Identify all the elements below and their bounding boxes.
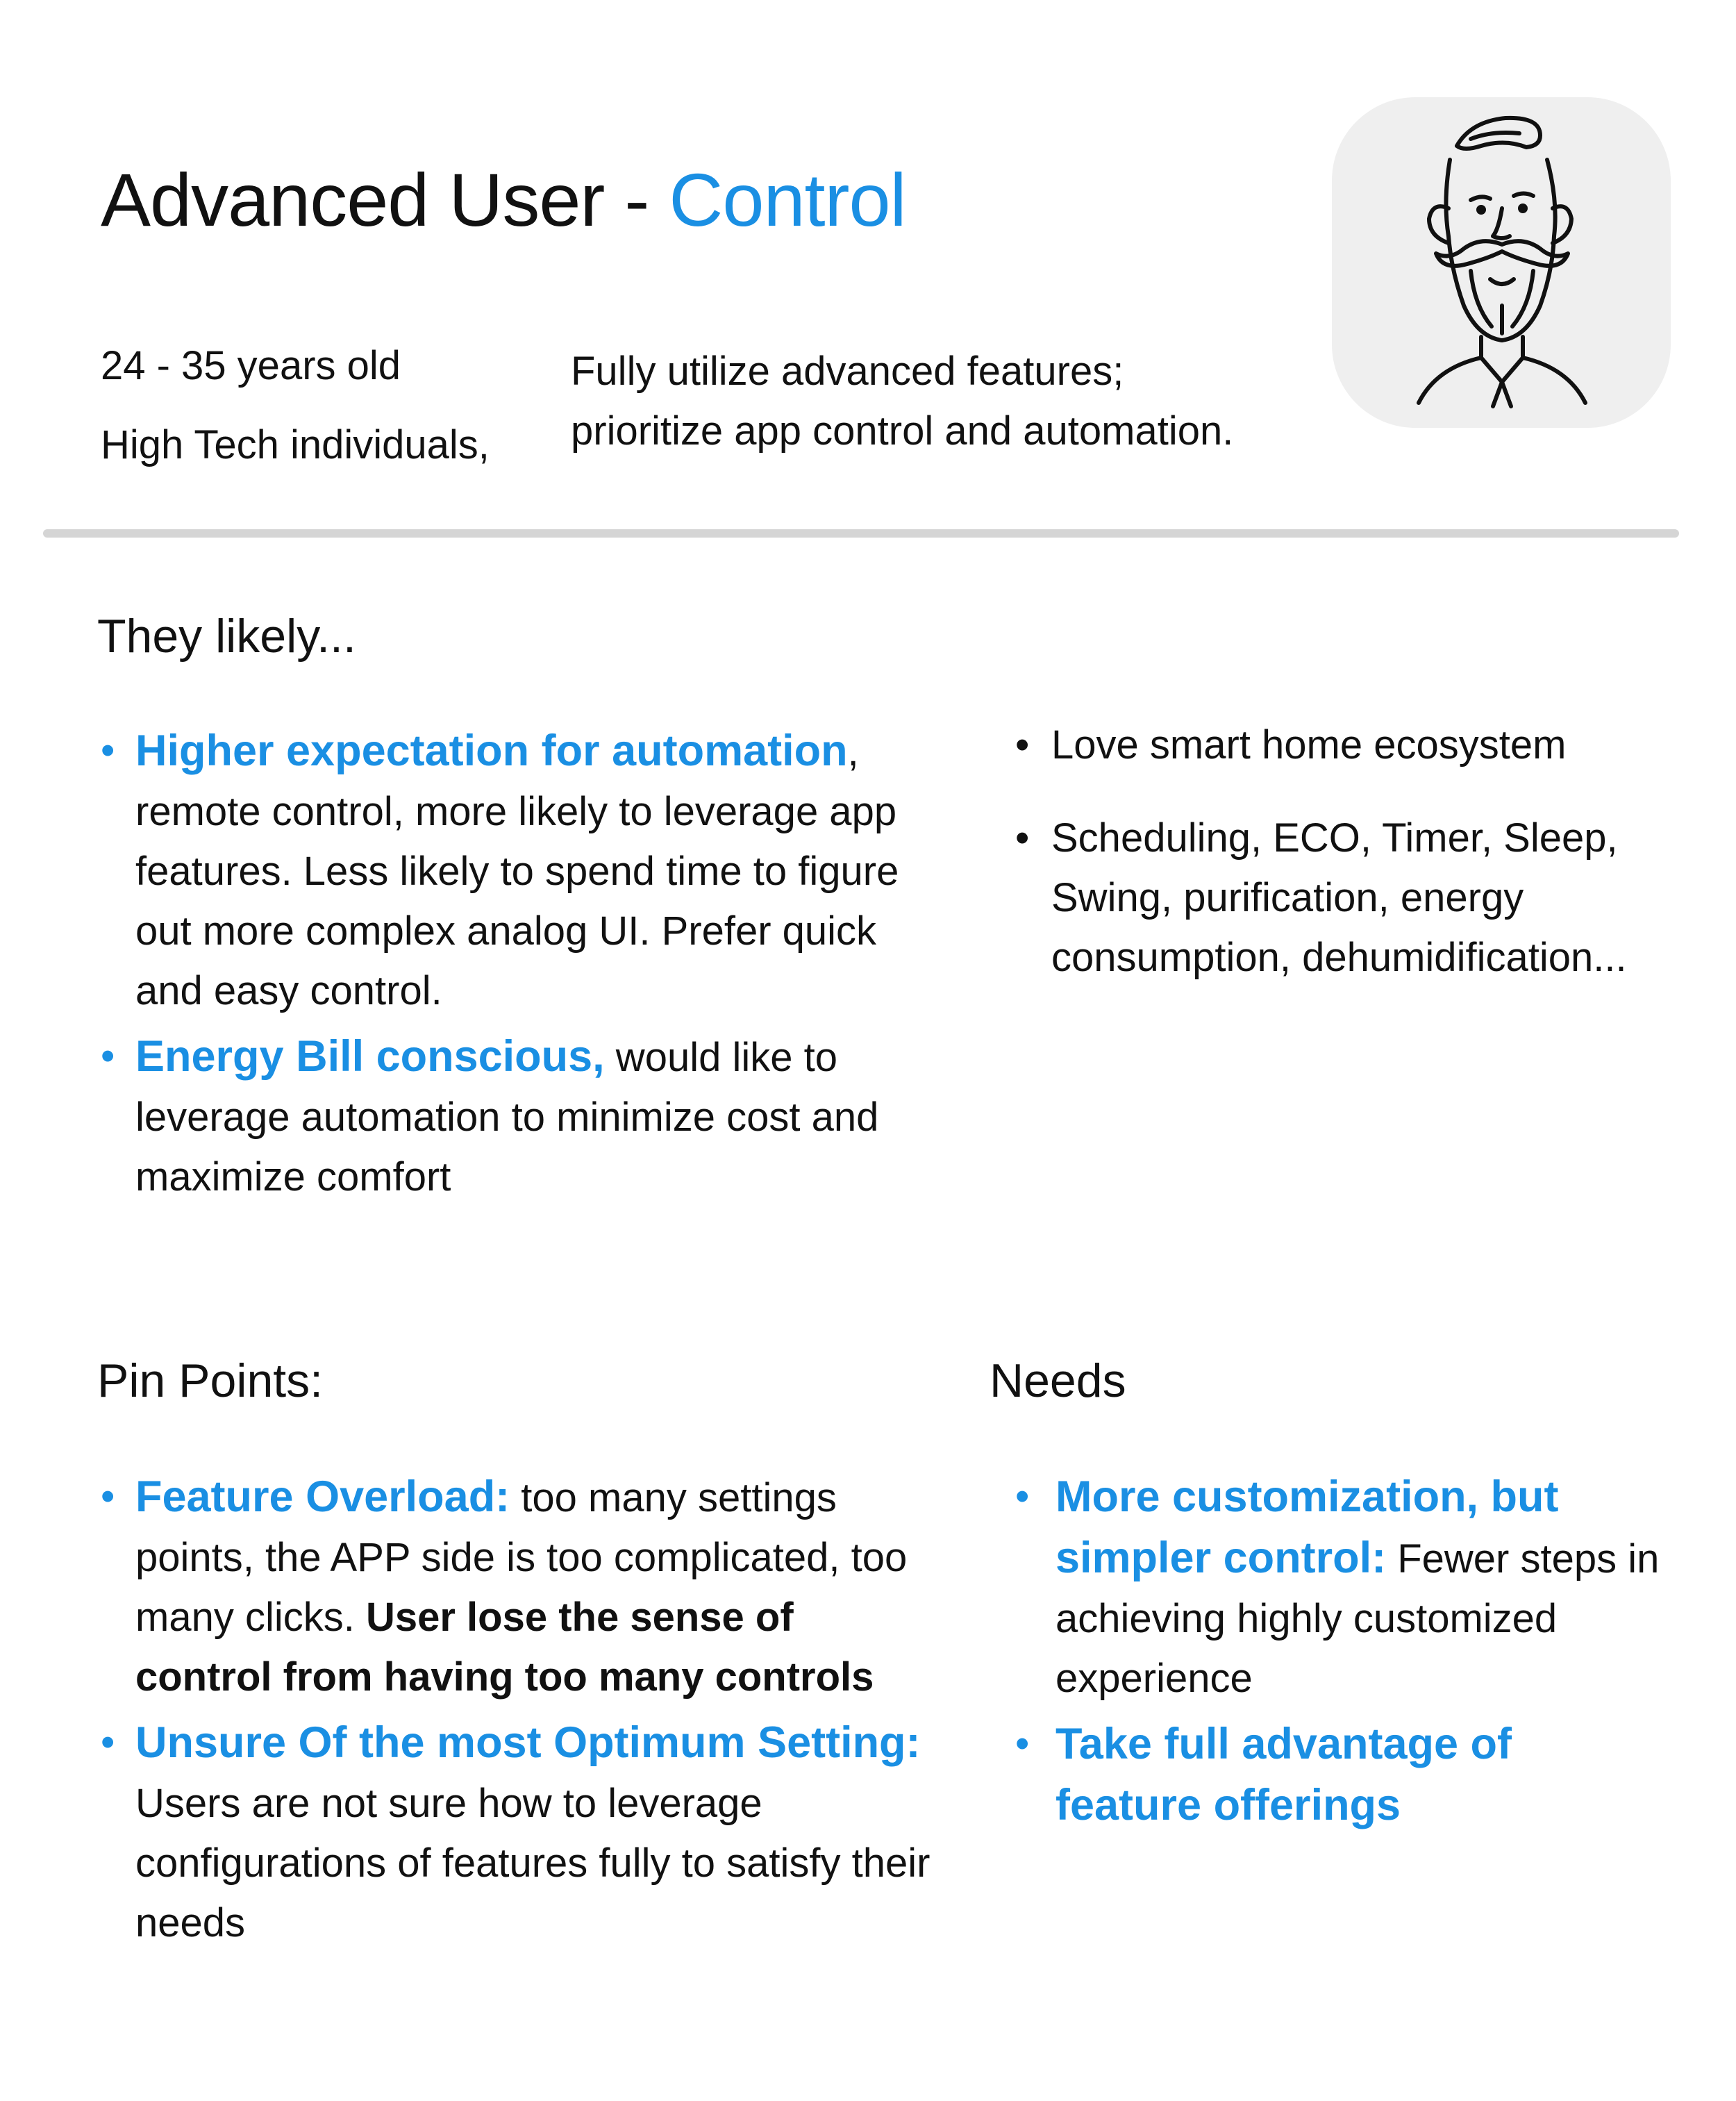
pain-points-heading: Pin Points: (97, 1354, 324, 1407)
bullet-icon: • (1015, 1474, 1030, 1519)
pain-highlight: Unsure Of the most Optimum Setting: (135, 1718, 921, 1767)
pain-text: Users are not sure how to leverage configurations of features fully to satisfy their needs (135, 1781, 930, 1945)
pain-bold: User lose the sense of control from having too many controls (135, 1595, 874, 1700)
title-main: Advanced User (101, 158, 625, 242)
needs-list (1015, 1467, 1661, 1836)
likely-right-text: Love smart home ecosystem (1051, 722, 1567, 767)
section-divider (43, 529, 1679, 538)
list-item (101, 1713, 934, 1953)
bullet-icon: • (1015, 722, 1030, 767)
list-item (101, 1467, 934, 1707)
title-accent: Control (669, 158, 906, 242)
list-item (1015, 715, 1661, 775)
list-item (1015, 1467, 1661, 1709)
needs-text: Fewer steps in achieving highly customized experience (1055, 1536, 1660, 1701)
bullet-icon: • (101, 1033, 115, 1079)
likely-heading: They likely... (97, 610, 356, 663)
goal-line-2: prioritize app control and automation. (571, 408, 1234, 454)
likely-text: would like to leverage automation to minimize cost and maximize comfort (135, 1035, 879, 1199)
list-item (1015, 1714, 1661, 1836)
likely-left-list (101, 721, 934, 1207)
pain-text: too many settings points, the APP side is too complicated, too many clicks. (135, 1475, 908, 1640)
bullet-icon: • (1015, 1721, 1030, 1766)
bullet-icon: • (101, 1720, 115, 1765)
bullet-icon: • (101, 1474, 115, 1519)
pain-highlight: Feature Overload: (135, 1472, 510, 1521)
goal-line-1: Fully utilize advanced features; (571, 349, 1124, 394)
likely-highlight: Higher expectation for automation (135, 726, 848, 775)
list-item (1015, 808, 1661, 988)
avatar (1332, 97, 1671, 428)
likely-text: , remote control, more likely to leverage app features. Less likely to spend time to figure out more complex analog UI. Prefer quick and easy control. (135, 729, 899, 1013)
age-text: 24 - 35 years old (101, 343, 401, 388)
segment-text: High Tech individuals, (101, 422, 490, 467)
title-separator: - (624, 158, 669, 242)
list-item (101, 1027, 934, 1207)
list-item (101, 721, 934, 1021)
page-title (101, 151, 906, 249)
needs-highlight: Take full advantage of feature offerings (1055, 1720, 1512, 1829)
pain-points-list (101, 1467, 934, 1953)
likely-right-list (1015, 715, 1661, 988)
needs-highlight: More customization, but simpler control: (1055, 1472, 1559, 1582)
likely-highlight: Energy Bill conscious, (135, 1032, 605, 1081)
bullet-icon: • (101, 728, 115, 773)
likely-right-text: Scheduling, ECO, Timer, Sleep, Swing, purification, energy consumption, dehumidification... (1051, 815, 1627, 980)
bullet-icon: • (1015, 815, 1030, 861)
needs-heading: Needs (990, 1354, 1126, 1407)
mustache-man-illustration-icon (1332, 97, 1671, 428)
